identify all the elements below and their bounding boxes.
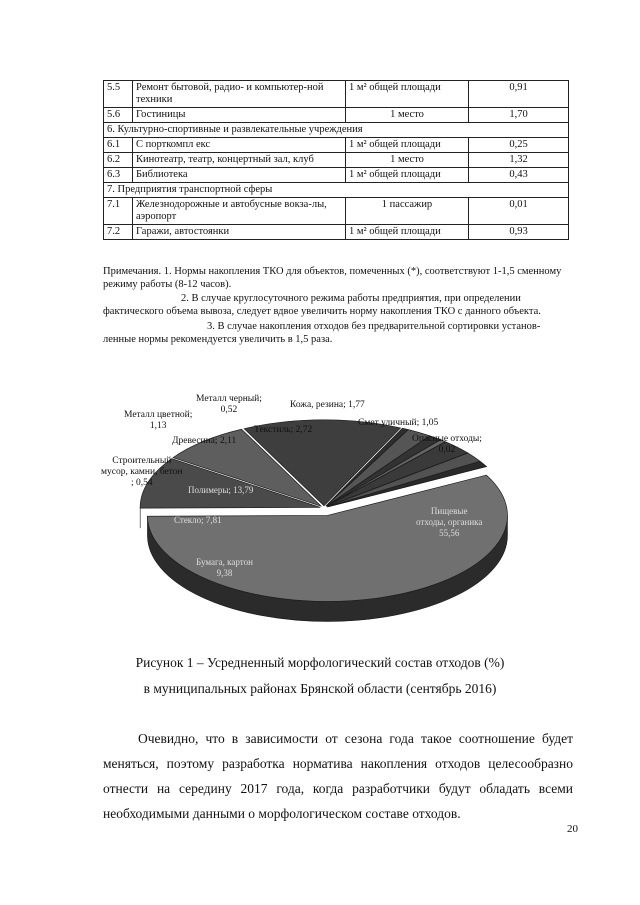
label-wood: Древесина; 2,11	[172, 436, 237, 446]
table-row	[104, 225, 569, 240]
table-row	[104, 198, 569, 225]
table-row	[104, 168, 569, 183]
paragraph-text: Очевидно, что в зависимости от сезона года такое соотношение будет меняться, поэтому разработка норматива накопления отходов целесообразно отнести на середину 2017 года, когда разработчики будут обладать всеми необходимыми данными о морфологическом составе отходов.	[103, 731, 573, 821]
cell-unit: 1 место	[346, 153, 469, 168]
cell-value: 0,91	[469, 81, 569, 108]
cell-unit: 1 пассажир	[346, 198, 469, 225]
cell-value: 0,93	[469, 225, 569, 240]
norms-table-body	[104, 81, 569, 240]
label-metal-color: Металл цветной; 1,13	[124, 410, 193, 431]
note-3: 3. В случае накопления отходов без предварительной сортировки установ-ленные нормы рекомендуется увеличить в 1,5 раза.	[103, 321, 541, 345]
label-leather: Кожа, резина; 1,77	[290, 400, 365, 410]
note-1: Примечания. 1. Нормы накопления ТКО для объектов, помеченных (*), соответствуют 1-1,5 сменному режиму работы (8-12 часов).	[103, 266, 562, 290]
figure-caption-line-2: в муниципальных районах Брянской области (сентябрь 2016)	[143, 681, 497, 696]
table-row	[104, 153, 569, 168]
note-2: 2. В случае круглосуточного режима работы предприятия, при определении фактического объема вывоза, следует вдвое увеличить норму накопления ТКО с данного объекта.	[103, 293, 541, 317]
norms-table	[103, 80, 569, 240]
label-hazard: Опасные отходы; 0,02	[412, 434, 482, 455]
cell-unit: 1 м² общей площади	[346, 138, 469, 153]
cell-name: Железнодорожные и автобусные вокза-лы, аэропорт	[133, 198, 346, 225]
cell-name: Кинотеатр, театр, концертный зал, клуб	[133, 153, 346, 168]
cell-name: Ремонт бытовой, радио- и компьютер-ной техники	[133, 81, 346, 108]
cell-num: 7.2	[104, 225, 133, 240]
cell-name: Гостиницы	[133, 108, 346, 123]
pie-chart	[96, 378, 566, 638]
section-title: 7. Предприятия транспортной сферы	[104, 183, 569, 198]
cell-num: 6.3	[104, 168, 133, 183]
label-street: Смет уличный; 1,05	[358, 418, 439, 428]
cell-unit: 1 м² общей площади	[346, 168, 469, 183]
cell-num: 6.1	[104, 138, 133, 153]
inner-label-glass: Стекло; 7,81	[174, 515, 222, 525]
inner-label-polymers: Полимеры; 13,79	[188, 485, 254, 495]
cell-value: 1,32	[469, 153, 569, 168]
cell-num: 5.5	[104, 81, 133, 108]
cell-value: 0,43	[469, 168, 569, 183]
body-paragraph	[103, 726, 573, 826]
cell-value: 0,25	[469, 138, 569, 153]
cell-num: 5.6	[104, 108, 133, 123]
cell-num: 6.2	[104, 153, 133, 168]
table-row	[104, 138, 569, 153]
table-section-row	[104, 183, 569, 198]
inner-label-paper: Бумага, картон 9,38	[196, 557, 253, 578]
cell-name: Библиотека	[133, 168, 346, 183]
table-row	[104, 81, 569, 108]
cell-name: Гаражи, автостоянки	[133, 225, 346, 240]
cell-num: 7.1	[104, 198, 133, 225]
figure-caption-line-1: Рисунок 1 – Усредненный морфологический состав отходов (%)	[135, 655, 505, 670]
label-metal-black: Металл черный; 0,52	[196, 394, 262, 415]
cell-unit: 1 место	[346, 108, 469, 123]
label-textile: Текстиль; 2,72	[254, 425, 313, 435]
inner-label-food: Пищевые отходы, органика 55,56	[416, 506, 483, 538]
cell-unit: 1 м² общей площади	[346, 225, 469, 240]
label-construction: Строительный мусор, камни, бетон ; 0,54	[101, 456, 183, 488]
cell-name: С порткомпл екс	[133, 138, 346, 153]
table-row	[104, 108, 569, 123]
section-title: 6. Культурно-спортивные и развлекательные учреждения	[104, 123, 569, 138]
cell-value: 1,70	[469, 108, 569, 123]
table-section-row	[104, 123, 569, 138]
cell-unit: 1 м² общей площади	[346, 81, 469, 108]
notes-block	[103, 266, 573, 346]
cell-value: 0,01	[469, 198, 569, 225]
page-number: 20	[567, 823, 578, 835]
